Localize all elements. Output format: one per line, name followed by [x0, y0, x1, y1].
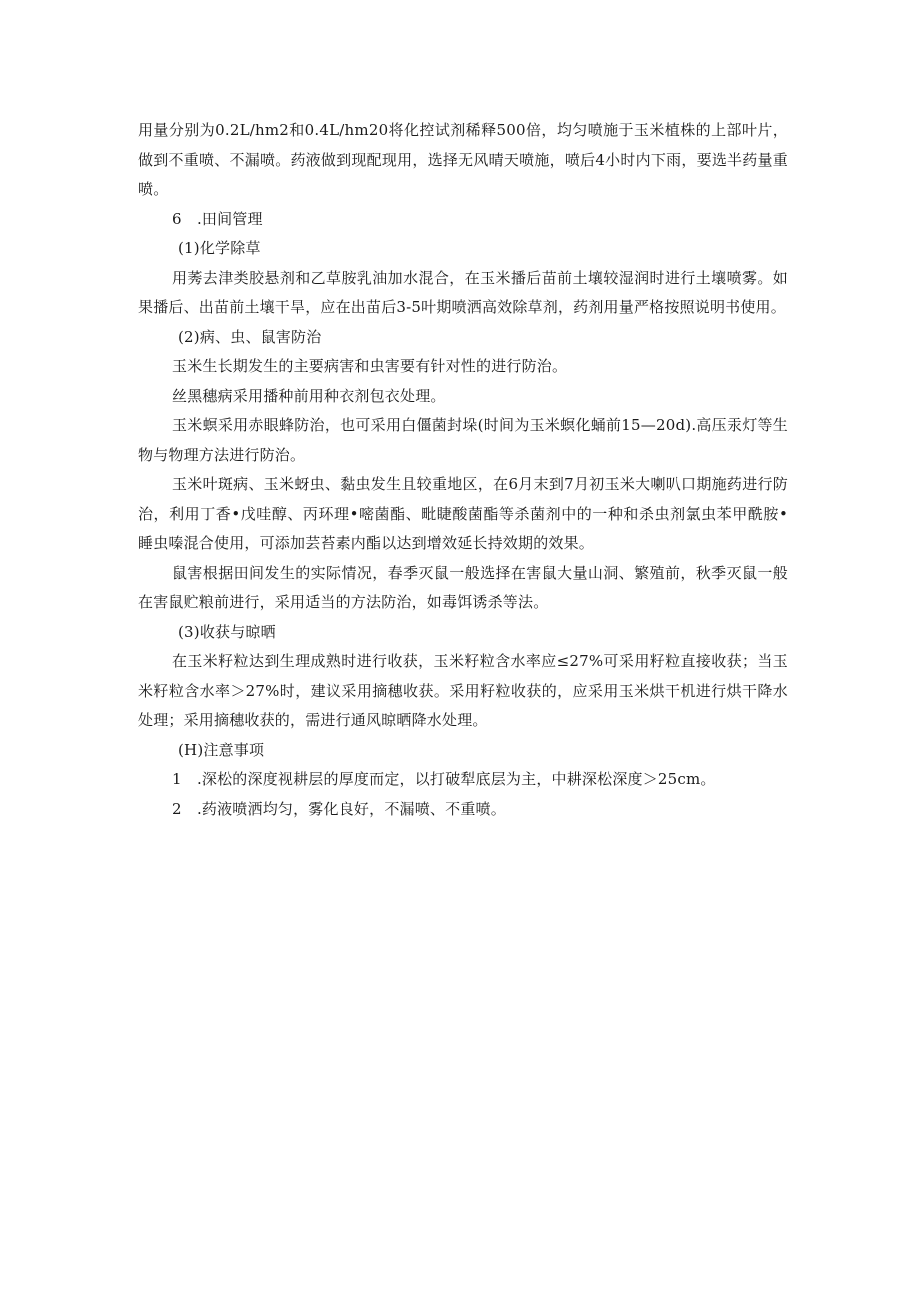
subheading-harvest: (3)收获与晾晒 [178, 622, 276, 641]
section-heading-field-management: 6 .田间管理 [172, 209, 263, 228]
paragraph-rodent: 鼠害根据田间发生的实际情况，春季灭鼠一般选择在害鼠大量山洞、繁殖前，秋季灭鼠一般在害鼠贮粮前进行，采用适当的方法防治，如毒饵诱杀等法。 [138, 563, 788, 611]
paragraph-smut: 丝黑穗病采用播种前用种衣剂包衣处理。 [172, 386, 446, 405]
subheading-notes: (H)注意事项 [178, 740, 265, 759]
paragraph-pest-intro: 玉米生长期发生的主要病害和虫害要有针对性的进行防治。 [172, 357, 568, 375]
document-body [138, 116, 788, 824]
paragraph-weeding: 用莠去津类胶悬剂和乙草胺乳油加水混合，在玉米播后苗前土壤较湿润时进行土壤喷雾。如果播后、出苗前土壤干旱，应在出苗后3-5叶期喷洒高效除草剂，药剂用量严格按照说明书使用。 [138, 268, 788, 316]
subheading-chemical-weeding: (1)化学除草 [178, 239, 261, 257]
note-item-2: 2 .药液喷洒均匀，雾化良好，不漏喷、不重喷。 [172, 799, 506, 818]
paragraph-corn-borer: 玉米螟采用赤眼蜂防治，也可采用白僵菌封垛(时间为玉米螟化蛹前15—20d).高压汞灯等生物与物理方法进行防治。 [138, 416, 788, 464]
note-item-1: 1 .深松的深度视耕层的厚度而定，以打破犁底层为主，中耕深松深度＞25cm。 [172, 770, 716, 788]
paragraph-harvest: 在玉米籽粒达到生理成熟时进行收获，玉米籽粒含水率应≤27%可采用籽粒直接收获；当玉米籽粒含水率＞27%时，建议采用摘穗收获。采用籽粒收获的，应采用玉米烘干机进行烘干降水处理；采用摘穗收获的，需进行通风晾晒降水处理。 [138, 652, 788, 729]
paragraph-dosage: 用量分别为0.2L/hm2和0.4L/hm20将化控试剂稀释500倍，均匀喷施于玉米植株的上部叶片，做到不重喷、不漏喷。药液做到现配现用，选择无风晴天喷施，喷后4小时内下雨，要选半药量重喷。 [138, 121, 788, 198]
paragraph-leaf-spot: 玉米叶斑病、玉米蚜虫、黏虫发生且较重地区，在6月末到7月初玉米大喇叭口期施药进行防治，利用丁香•戊哇醇、丙环理•嘧菌酯、毗睫酸菌酯等杀菌剂中的一种和杀虫剂氯虫苯甲酰胺•睡虫嗪混合使用，可添加芸苔素内酯以达到增效延长持效期的效果。 [138, 475, 788, 552]
subheading-pest-control: (2)病、虫、鼠害防治 [178, 327, 322, 346]
